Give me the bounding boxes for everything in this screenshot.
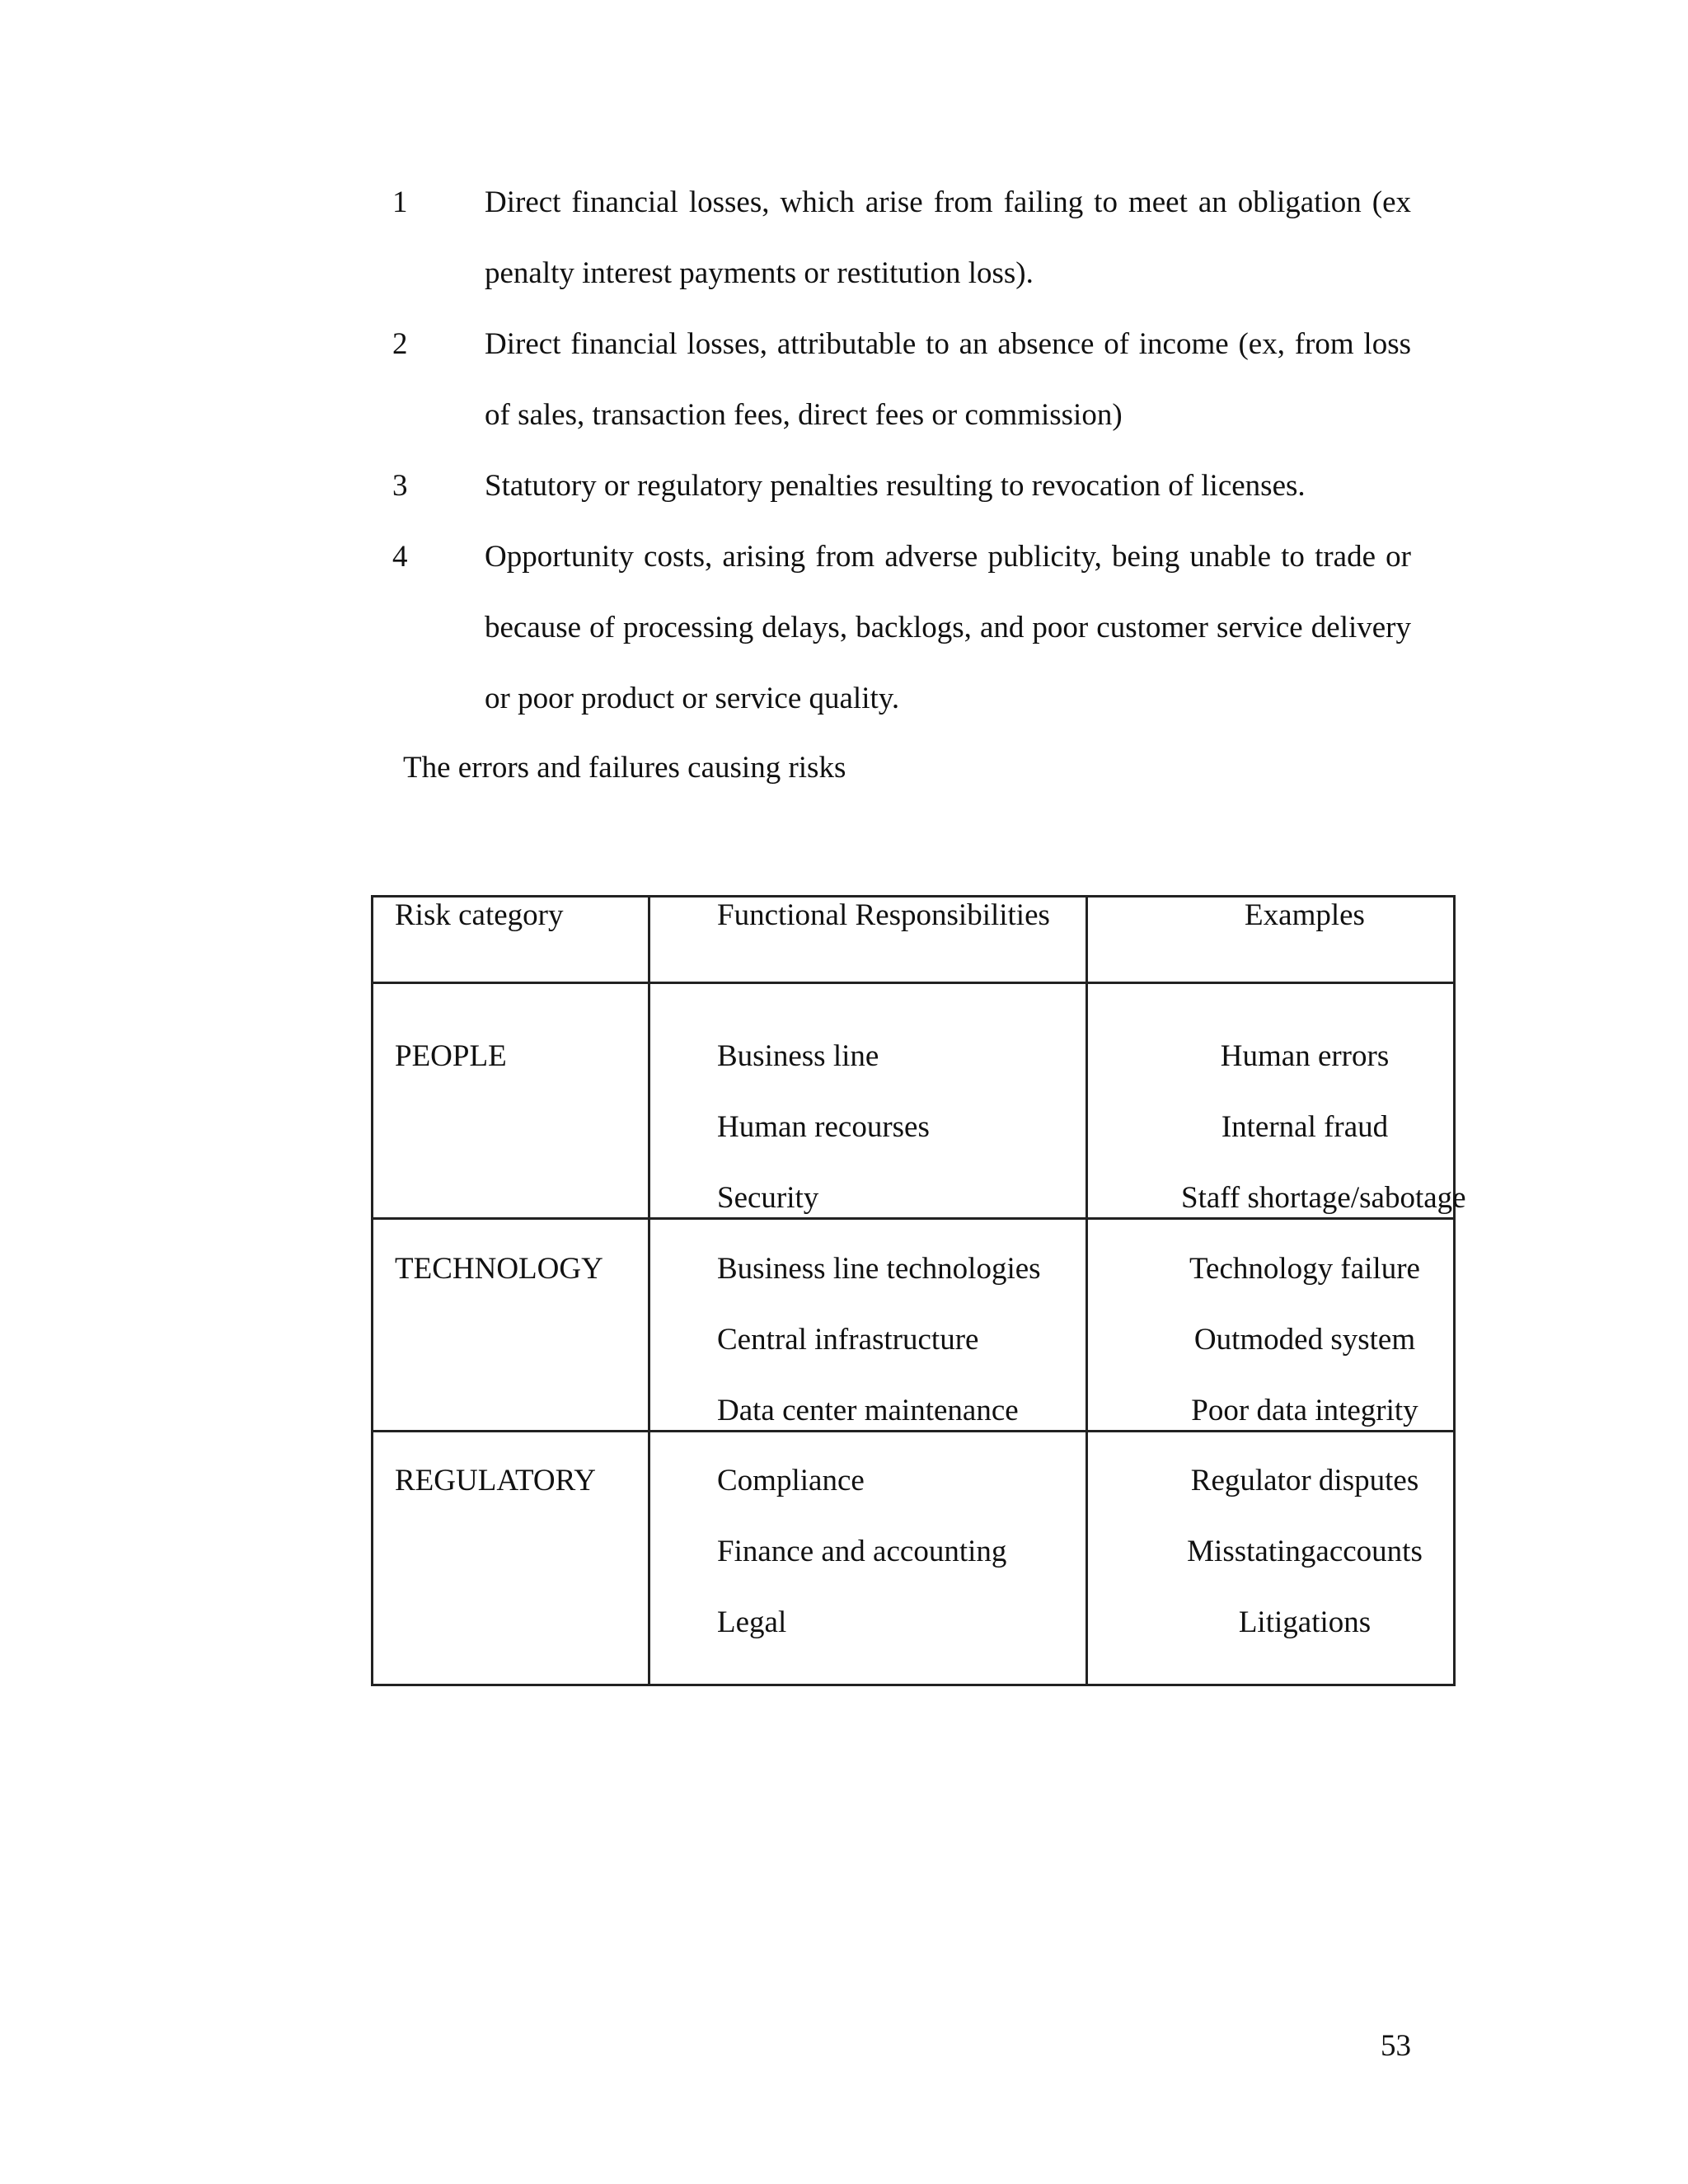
examples-cell [1181,1234,1428,1446]
examples-cell [1181,1021,1466,1234]
header-examples: Examples [1245,898,1365,932]
list-item [392,309,1411,451]
column-divider [648,898,650,1684]
list-item-text: Direct financial losses, which arise from failing to meet an obligation (ex penalty interest payments or restitution loss). [485,185,1411,290]
header-risk-category: Risk category [395,898,564,932]
risk-category-cell: PEOPLE [395,1039,507,1073]
responsibility-item: Business line [717,1039,879,1073]
header-functional-responsibilities: Functional Responsibilities [717,898,1050,932]
example-item: Outmoded system [1193,1323,1416,1357]
responsibility-item: Data center maintenance [717,1394,1019,1427]
responsibilities-cell [717,1446,1006,1658]
numbered-list [392,167,1411,734]
list-item-text: Opportunity costs, arising from adverse publicity, being unable to trade or because of processing delays, backlogs, and poor customer service delivery or poor product or service quality. [485,540,1411,715]
example-item: Litigations [1238,1605,1372,1639]
risk-category-cell: REGULATORY [395,1464,596,1497]
example-item: Poor data integrity [1191,1394,1418,1427]
responsibility-item: Central infrastructure [717,1323,979,1357]
column-divider [1085,898,1088,1684]
responsibility-item: Human recourses [717,1110,930,1144]
risk-table [371,895,1466,1686]
list-item [392,522,1411,734]
list-item [392,167,1411,309]
list-item [392,451,1411,522]
responsibility-item: Security [717,1181,819,1215]
example-item: Human errors [1220,1039,1390,1073]
example-item: Staff shortage/sabotage [1181,1181,1466,1215]
risk-category-cell: TECHNOLOGY [395,1252,603,1286]
table-caption: The errors and failures causing risks [403,751,846,785]
responsibility-item: Legal [717,1605,787,1639]
list-item-number: 3 [392,469,408,503]
list-item-number: 4 [392,540,408,574]
page-number: 53 [1381,2029,1411,2063]
list-item-number: 1 [392,185,408,219]
list-item-text: Direct financial losses, attributable to an absence of income (ex, from loss of sales, transaction fees, direct fees or commission) [485,327,1411,432]
example-item: Internal fraud [1221,1110,1389,1144]
example-item: Regulator disputes [1190,1464,1419,1497]
responsibility-item: Finance and accounting [717,1535,1007,1568]
responsibilities-cell [717,1021,930,1234]
row-divider [373,982,1453,984]
responsibilities-cell [717,1234,1041,1446]
list-item-number: 2 [392,327,408,361]
examples-cell [1181,1446,1428,1658]
list-item-text: Statutory or regulatory penalties resulting to revocation of licenses. [485,469,1306,503]
responsibility-item: Business line technologies [717,1252,1041,1286]
example-item: Misstatingaccounts [1187,1535,1423,1568]
example-item: Technology failure [1189,1252,1420,1286]
responsibility-item: Compliance [717,1464,865,1497]
